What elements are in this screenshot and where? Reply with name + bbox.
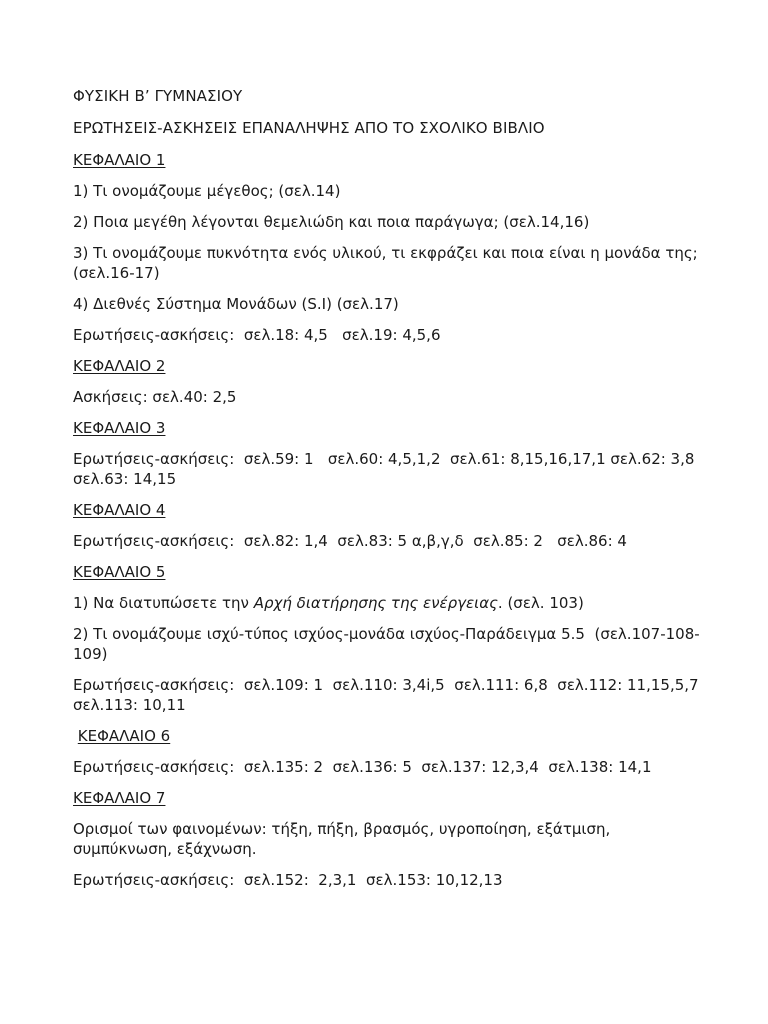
chapter-1-question-3: 3) Τι ονομάζουμε πυκνότητα ενός υλικού, τι εκφράζει και ποια είναι η μονάδα της; (σελ.16-17) (73, 244, 703, 282)
chapter-2-heading: ΚΕΦΑΛΑΙΟ 2 (73, 357, 166, 375)
document-page (73, 86, 709, 901)
chapter-5-heading: ΚΕΦΑΛΑΙΟ 5 (73, 563, 166, 581)
chapter-5-exercises: Ερωτήσεις-ασκήσεις: σελ.109: 1 σελ.110: 3,4i,5 σελ.111: 6,8 σελ.112: 11,15,5,7 σελ.113: 10,11 (73, 676, 709, 714)
chapter-1-question-4: 4) Διεθνές Σύστημα Μονάδων (S.I) (σελ.17) (73, 295, 399, 313)
chapter-7-exercises: Ερωτήσεις-ασκήσεις: σελ.152: 2,3,1 σελ.153: 10,12,13 (73, 871, 503, 889)
document-subtitle: ΕΡΩΤΗΣΕΙΣ-ΑΣΚΗΣΕΙΣ ΕΠΑΝΑΛΗΨΗΣ ΑΠΟ ΤΟ ΣΧΟΛΙΚΟ ΒΙΒΛΙΟ (73, 119, 545, 137)
chapter-7-heading: ΚΕΦΑΛΑΙΟ 7 (73, 789, 166, 807)
chapter-5-question-1-suffix: . (σελ. 103) (497, 594, 584, 612)
chapter-1-question-1: 1) Τι ονομάζουμε μέγεθος; (σελ.14) (73, 182, 341, 200)
chapter-6-heading: ΚΕΦΑΛΑΙΟ 6 (77, 727, 171, 745)
chapter-1-heading: ΚΕΦΑΛΑΙΟ 1 (73, 151, 166, 169)
chapter-6-exercises: Ερωτήσεις-ασκήσεις: σελ.135: 2 σελ.136: 5 σελ.137: 12,3,4 σελ.138: 14,1 (73, 758, 652, 776)
chapter-4-heading: ΚΕΦΑΛΑΙΟ 4 (73, 501, 166, 519)
chapter-1-question-2: 2) Ποια μεγέθη λέγονται θεμελιώδη και ποια παράγωγα; (σελ.14,16) (73, 213, 590, 231)
document-title: ΦΥΣΙΚΗ Β’ ΓΥΜΝΑΣΙΟΥ (73, 87, 243, 105)
chapter-5-question-1-italic: Αρχή διατήρησης της ενέργειας (253, 594, 498, 612)
chapter-6-heading-wrapper (73, 726, 703, 746)
chapter-5-question-1 (73, 593, 703, 613)
chapter-2-exercises: Ασκήσεις: σελ.40: 2,5 (73, 388, 237, 406)
chapter-1-exercises: Ερωτήσεις-ασκήσεις: σελ.18: 4,5 σελ.19: 4,5,6 (73, 326, 441, 344)
chapter-3-heading: ΚΕΦΑΛΑΙΟ 3 (73, 419, 166, 437)
chapter-4-exercises: Ερωτήσεις-ασκήσεις: σελ.82: 1,4 σελ.83: 5 α,β,γ,δ σελ.85: 2 σελ.86: 4 (73, 532, 627, 550)
chapter-5-question-2: 2) Τι ονομάζουμε ισχύ-τύπος ισχύος-μονάδα ισχύος-Παράδειγμα 5.5 (σελ.107-108-109) (73, 625, 700, 663)
chapter-5-question-1-prefix: 1) Να διατυπώσετε την (73, 594, 254, 612)
chapter-7-definitions: Ορισμοί των φαινομένων: τήξη, πήξη, βρασμός, υγροποίηση, εξάτμιση, συμπύκνωση, εξάχνωση. (73, 820, 616, 858)
chapter-3-exercises: Ερωτήσεις-ασκήσεις: σελ.59: 1 σελ.60: 4,5,1,2 σελ.61: 8,15,16,17,1 σελ.62: 3,8 σελ.63: 14,15 (73, 450, 704, 488)
